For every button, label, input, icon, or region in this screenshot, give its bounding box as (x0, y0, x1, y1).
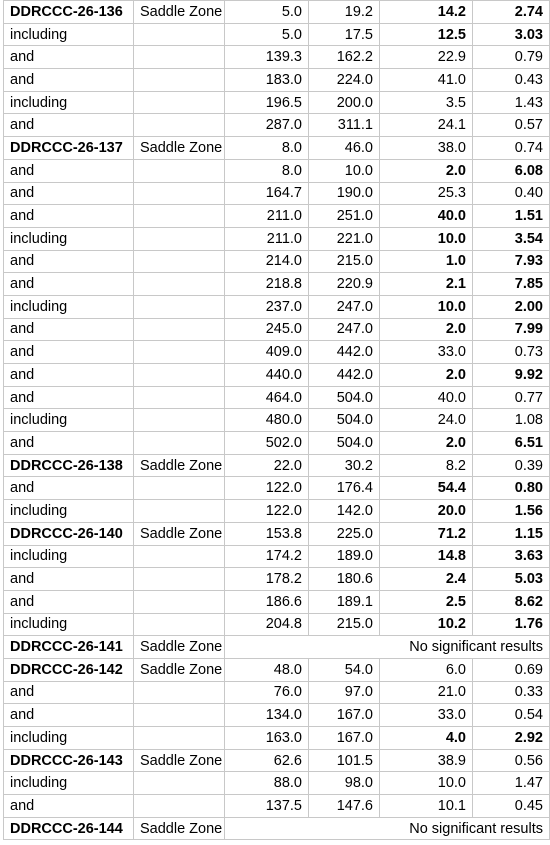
length-cell: 10.1 (380, 795, 473, 818)
length-cell: 33.0 (380, 341, 473, 364)
to-cell: 190.0 (309, 182, 380, 205)
interval-label-cell: including (4, 545, 134, 568)
interval-row (4, 409, 550, 432)
from-cell: 22.0 (225, 454, 309, 477)
from-cell: 214.0 (225, 250, 309, 273)
interval-label-cell: and (4, 182, 134, 205)
grade-cell: 0.69 (473, 658, 550, 681)
from-cell: 409.0 (225, 341, 309, 364)
zone-cell (134, 613, 225, 636)
zone-cell (134, 114, 225, 137)
hole-id-cell: DDRCCC-26-140 (4, 522, 134, 545)
length-cell: 10.0 (380, 295, 473, 318)
zone-cell (134, 386, 225, 409)
interval-row (4, 613, 550, 636)
hole-id-cell: DDRCCC-26-142 (4, 658, 134, 681)
interval-row (4, 46, 550, 69)
length-cell: 38.9 (380, 749, 473, 772)
from-cell: 287.0 (225, 114, 309, 137)
interval-row (4, 69, 550, 92)
from-cell: 245.0 (225, 318, 309, 341)
to-cell: 442.0 (309, 364, 380, 387)
from-cell: 88.0 (225, 772, 309, 795)
grade-cell: 1.56 (473, 500, 550, 523)
length-cell: 2.0 (380, 364, 473, 387)
from-cell: 440.0 (225, 364, 309, 387)
interval-row (4, 568, 550, 591)
from-cell: 122.0 (225, 477, 309, 500)
hole-row (4, 454, 550, 477)
from-cell: 122.0 (225, 500, 309, 523)
length-cell: 14.2 (380, 1, 473, 24)
interval-row (4, 772, 550, 795)
zone-cell (134, 477, 225, 500)
hole-id-cell: DDRCCC-26-138 (4, 454, 134, 477)
interval-label-cell: and (4, 159, 134, 182)
interval-row (4, 159, 550, 182)
from-cell: 178.2 (225, 568, 309, 591)
hole-row (4, 137, 550, 160)
interval-label-cell: including (4, 409, 134, 432)
zone-cell (134, 409, 225, 432)
to-cell: 311.1 (309, 114, 380, 137)
interval-row (4, 318, 550, 341)
interval-label-cell: and (4, 205, 134, 228)
from-cell: 139.3 (225, 46, 309, 69)
to-cell: 200.0 (309, 91, 380, 114)
grade-cell: 1.08 (473, 409, 550, 432)
zone-cell (134, 273, 225, 296)
to-cell: 167.0 (309, 727, 380, 750)
length-cell: 2.0 (380, 432, 473, 455)
zone-cell (134, 91, 225, 114)
grade-cell: 5.03 (473, 568, 550, 591)
interval-label-cell: including (4, 727, 134, 750)
zone-cell (134, 227, 225, 250)
from-cell: 8.0 (225, 159, 309, 182)
hole-row (4, 749, 550, 772)
interval-label-cell: including (4, 772, 134, 795)
interval-row (4, 590, 550, 613)
grade-cell: 1.15 (473, 522, 550, 545)
grade-cell: 3.54 (473, 227, 550, 250)
zone-cell (134, 704, 225, 727)
from-cell: 502.0 (225, 432, 309, 455)
to-cell: 247.0 (309, 295, 380, 318)
grade-cell: 2.74 (473, 1, 550, 24)
drill-results-table (3, 0, 550, 840)
to-cell: 221.0 (309, 227, 380, 250)
interval-label-cell: and (4, 114, 134, 137)
to-cell: 504.0 (309, 409, 380, 432)
zone-cell (134, 341, 225, 364)
zone-cell: Saddle Zone (134, 817, 225, 840)
length-cell: 2.4 (380, 568, 473, 591)
length-cell: 54.4 (380, 477, 473, 500)
interval-row (4, 704, 550, 727)
zone-cell: Saddle Zone (134, 749, 225, 772)
to-cell: 247.0 (309, 318, 380, 341)
interval-row (4, 114, 550, 137)
to-cell: 142.0 (309, 500, 380, 523)
from-cell: 163.0 (225, 727, 309, 750)
hole-row (4, 1, 550, 24)
interval-row (4, 477, 550, 500)
to-cell: 10.0 (309, 159, 380, 182)
zone-cell (134, 250, 225, 273)
hole-row (4, 817, 550, 840)
hole-id-cell: DDRCCC-26-143 (4, 749, 134, 772)
length-cell: 24.1 (380, 114, 473, 137)
interval-label-cell: and (4, 568, 134, 591)
interval-row (4, 500, 550, 523)
interval-label-cell: and (4, 46, 134, 69)
interval-row (4, 795, 550, 818)
zone-cell (134, 727, 225, 750)
length-cell: 3.5 (380, 91, 473, 114)
zone-cell: Saddle Zone (134, 454, 225, 477)
interval-row (4, 91, 550, 114)
from-cell: 218.8 (225, 273, 309, 296)
interval-label-cell: and (4, 590, 134, 613)
to-cell: 101.5 (309, 749, 380, 772)
zone-cell (134, 295, 225, 318)
length-cell: 22.9 (380, 46, 473, 69)
grade-cell: 0.40 (473, 182, 550, 205)
to-cell: 180.6 (309, 568, 380, 591)
from-cell: 174.2 (225, 545, 309, 568)
from-cell: 76.0 (225, 681, 309, 704)
from-cell: 48.0 (225, 658, 309, 681)
from-cell: 5.0 (225, 1, 309, 24)
to-cell: 17.5 (309, 23, 380, 46)
interval-label-cell: including (4, 295, 134, 318)
from-cell: 237.0 (225, 295, 309, 318)
grade-cell: 0.56 (473, 749, 550, 772)
grade-cell: 2.00 (473, 295, 550, 318)
zone-cell (134, 205, 225, 228)
interval-label-cell: and (4, 250, 134, 273)
interval-row (4, 432, 550, 455)
grade-cell: 3.63 (473, 545, 550, 568)
zone-cell (134, 500, 225, 523)
to-cell: 504.0 (309, 386, 380, 409)
length-cell: 10.0 (380, 227, 473, 250)
length-cell: 38.0 (380, 137, 473, 160)
interval-label-cell: including (4, 613, 134, 636)
interval-label-cell: and (4, 477, 134, 500)
interval-row (4, 205, 550, 228)
zone-cell: Saddle Zone (134, 636, 225, 659)
from-cell: 153.8 (225, 522, 309, 545)
interval-label-cell: and (4, 432, 134, 455)
hole-id-cell: DDRCCC-26-144 (4, 817, 134, 840)
length-cell: 1.0 (380, 250, 473, 273)
grade-cell: 0.77 (473, 386, 550, 409)
length-cell: 6.0 (380, 658, 473, 681)
length-cell: 21.0 (380, 681, 473, 704)
length-cell: 25.3 (380, 182, 473, 205)
to-cell: 46.0 (309, 137, 380, 160)
length-cell: 10.2 (380, 613, 473, 636)
interval-label-cell: and (4, 364, 134, 387)
interval-row (4, 341, 550, 364)
from-cell: 164.7 (225, 182, 309, 205)
grade-cell: 0.54 (473, 704, 550, 727)
zone-cell (134, 69, 225, 92)
grade-cell: 1.43 (473, 91, 550, 114)
grade-cell: 2.92 (473, 727, 550, 750)
length-cell: 41.0 (380, 69, 473, 92)
from-cell: 211.0 (225, 205, 309, 228)
zone-cell (134, 159, 225, 182)
zone-cell (134, 46, 225, 69)
length-cell: 4.0 (380, 727, 473, 750)
hole-id-cell: DDRCCC-26-136 (4, 1, 134, 24)
to-cell: 189.1 (309, 590, 380, 613)
from-cell: 137.5 (225, 795, 309, 818)
zone-cell (134, 182, 225, 205)
zone-cell: Saddle Zone (134, 522, 225, 545)
zone-cell (134, 545, 225, 568)
hole-id-cell: DDRCCC-26-141 (4, 636, 134, 659)
zone-cell (134, 681, 225, 704)
zone-cell: Saddle Zone (134, 1, 225, 24)
to-cell: 176.4 (309, 477, 380, 500)
to-cell: 147.6 (309, 795, 380, 818)
interval-label-cell: including (4, 23, 134, 46)
interval-label-cell: and (4, 273, 134, 296)
interval-label-cell: and (4, 69, 134, 92)
length-cell: 10.0 (380, 772, 473, 795)
interval-row (4, 295, 550, 318)
length-cell: 8.2 (380, 454, 473, 477)
length-cell: 2.0 (380, 159, 473, 182)
length-cell: 14.8 (380, 545, 473, 568)
interval-label-cell: including (4, 91, 134, 114)
grade-cell: 7.85 (473, 273, 550, 296)
grade-cell: 7.93 (473, 250, 550, 273)
interval-label-cell: and (4, 386, 134, 409)
zone-cell (134, 772, 225, 795)
from-cell: 196.5 (225, 91, 309, 114)
to-cell: 224.0 (309, 69, 380, 92)
from-cell: 204.8 (225, 613, 309, 636)
length-cell: 40.0 (380, 386, 473, 409)
grade-cell: 0.45 (473, 795, 550, 818)
interval-row (4, 681, 550, 704)
to-cell: 189.0 (309, 545, 380, 568)
length-cell: 2.1 (380, 273, 473, 296)
interval-label-cell: including (4, 227, 134, 250)
interval-label-cell: including (4, 500, 134, 523)
interval-row (4, 545, 550, 568)
grade-cell: 1.51 (473, 205, 550, 228)
to-cell: 97.0 (309, 681, 380, 704)
length-cell: 71.2 (380, 522, 473, 545)
from-cell: 211.0 (225, 227, 309, 250)
interval-row (4, 227, 550, 250)
grade-cell: 0.73 (473, 341, 550, 364)
grade-cell: 7.99 (473, 318, 550, 341)
zone-cell (134, 590, 225, 613)
zone-cell (134, 364, 225, 387)
zone-cell (134, 568, 225, 591)
grade-cell: 1.47 (473, 772, 550, 795)
to-cell: 215.0 (309, 613, 380, 636)
length-cell: 2.5 (380, 590, 473, 613)
zone-cell (134, 318, 225, 341)
length-cell: 33.0 (380, 704, 473, 727)
to-cell: 220.9 (309, 273, 380, 296)
grade-cell: 8.62 (473, 590, 550, 613)
to-cell: 442.0 (309, 341, 380, 364)
grade-cell: 0.79 (473, 46, 550, 69)
grade-cell: 3.03 (473, 23, 550, 46)
interval-row (4, 386, 550, 409)
no-results-cell: No significant results (225, 817, 550, 840)
grade-cell: 0.43 (473, 69, 550, 92)
to-cell: 251.0 (309, 205, 380, 228)
grade-cell: 1.76 (473, 613, 550, 636)
length-cell: 24.0 (380, 409, 473, 432)
to-cell: 30.2 (309, 454, 380, 477)
to-cell: 98.0 (309, 772, 380, 795)
length-cell: 20.0 (380, 500, 473, 523)
length-cell: 2.0 (380, 318, 473, 341)
from-cell: 464.0 (225, 386, 309, 409)
interval-row (4, 23, 550, 46)
hole-row (4, 636, 550, 659)
grade-cell: 6.08 (473, 159, 550, 182)
interval-row (4, 273, 550, 296)
grade-cell: 6.51 (473, 432, 550, 455)
grade-cell: 0.74 (473, 137, 550, 160)
grade-cell: 0.33 (473, 681, 550, 704)
length-cell: 12.5 (380, 23, 473, 46)
interval-label-cell: and (4, 681, 134, 704)
from-cell: 186.6 (225, 590, 309, 613)
grade-cell: 0.80 (473, 477, 550, 500)
grade-cell: 0.57 (473, 114, 550, 137)
interval-label-cell: and (4, 341, 134, 364)
from-cell: 62.6 (225, 749, 309, 772)
to-cell: 225.0 (309, 522, 380, 545)
from-cell: 183.0 (225, 69, 309, 92)
to-cell: 504.0 (309, 432, 380, 455)
zone-cell (134, 795, 225, 818)
interval-row (4, 364, 550, 387)
from-cell: 5.0 (225, 23, 309, 46)
from-cell: 8.0 (225, 137, 309, 160)
interval-label-cell: and (4, 795, 134, 818)
no-results-cell: No significant results (225, 636, 550, 659)
hole-id-cell: DDRCCC-26-137 (4, 137, 134, 160)
interval-row (4, 182, 550, 205)
hole-row (4, 658, 550, 681)
interval-row (4, 727, 550, 750)
from-cell: 480.0 (225, 409, 309, 432)
length-cell: 40.0 (380, 205, 473, 228)
drill-results-body (4, 1, 550, 840)
interval-label-cell: and (4, 318, 134, 341)
zone-cell (134, 432, 225, 455)
to-cell: 19.2 (309, 1, 380, 24)
zone-cell (134, 23, 225, 46)
zone-cell: Saddle Zone (134, 658, 225, 681)
to-cell: 162.2 (309, 46, 380, 69)
grade-cell: 9.92 (473, 364, 550, 387)
to-cell: 167.0 (309, 704, 380, 727)
to-cell: 215.0 (309, 250, 380, 273)
to-cell: 54.0 (309, 658, 380, 681)
zone-cell: Saddle Zone (134, 137, 225, 160)
from-cell: 134.0 (225, 704, 309, 727)
interval-row (4, 250, 550, 273)
hole-row (4, 522, 550, 545)
grade-cell: 0.39 (473, 454, 550, 477)
interval-label-cell: and (4, 704, 134, 727)
